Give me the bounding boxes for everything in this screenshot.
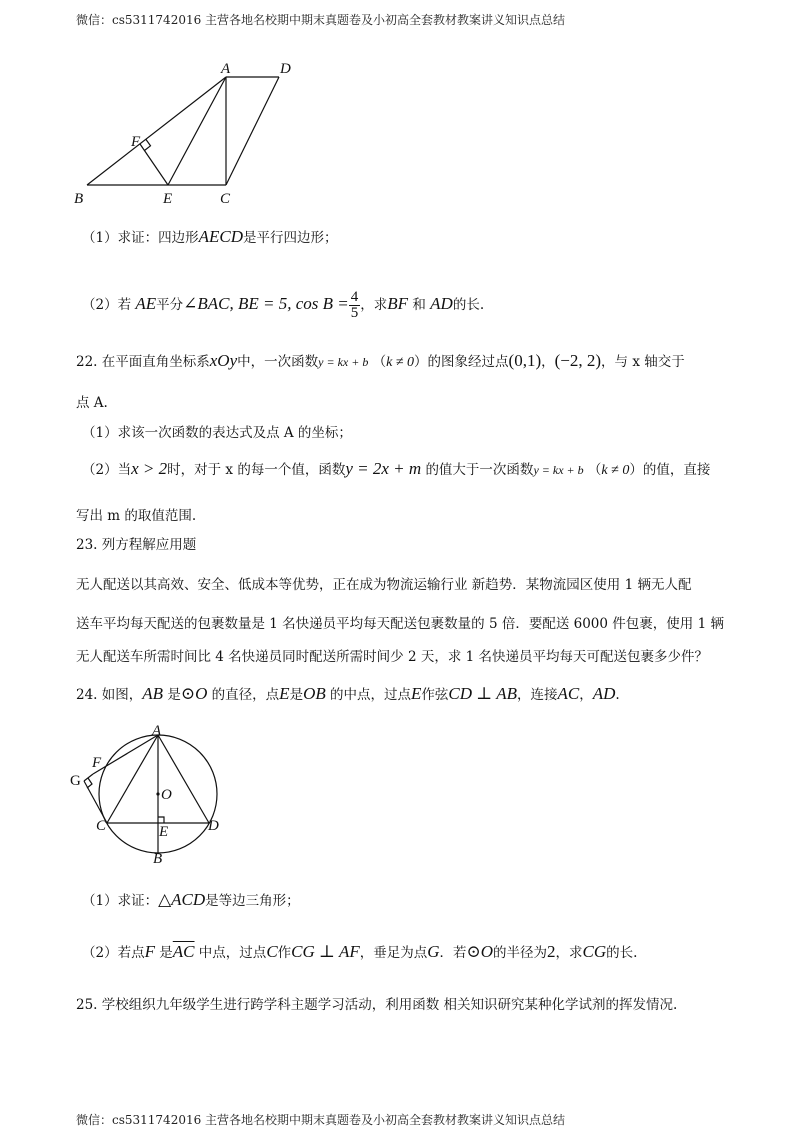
label-O: O bbox=[161, 787, 172, 803]
fraction-4-5: $\frac{4}{5}$ bbox=[350, 289, 359, 321]
label-F: F bbox=[92, 755, 102, 771]
label-B: B bbox=[153, 851, 163, 867]
label-C: C bbox=[220, 191, 231, 207]
label-G: G bbox=[70, 773, 81, 789]
q22-line2: 点 A. bbox=[76, 395, 108, 411]
q24-part2: （2）若点F 是$\overline{AC}$ 中点，过点C作CG ⊥ AF，垂足为点G．若⊙O的半径为2，求CG的长. bbox=[82, 942, 638, 961]
q24-line1: 24. 如图，AB 是⊙O 的直径，点E是OB 的中点，过点E作弦CD ⊥ AB，连接AC，AD. bbox=[76, 684, 620, 703]
figure-circle bbox=[66, 722, 226, 867]
label-A: A bbox=[221, 61, 231, 77]
q23-line3: 无人配送车所需时间比 4 名快递员同时配送所需时间少 2 天，求 1 名快递员平均每天可配送包裹多少件？ bbox=[76, 649, 709, 665]
q22-line1: 22. 在平面直角坐标系xOy中，一次函数y = kx + b （k ≠ 0）的图象经过点(0,1)，(−2, 2)，与 x 轴交于 bbox=[76, 351, 685, 370]
q22-part1: （1）求该一次函数的表达式及点 A 的坐标； bbox=[82, 425, 352, 441]
page-footer: 微信：cs5311742016 主营各地名校期中期末真题卷及小初高全套教材教案讲义知识点总结 bbox=[76, 1113, 566, 1127]
q22-part2: （2）当x > 2时，对于 x 的每一个值，函数y = 2x + m 的值大于一次函数y = kx + b （k ≠ 0）的值，直接 bbox=[82, 459, 711, 478]
label-D: D bbox=[280, 61, 291, 77]
label-E: E bbox=[163, 191, 173, 207]
q23-line2: 送车平均每天配送的包裹数量是 1 名快递员平均每天配送包裹数量的 5 倍．要配送 6000 件包裹，使用 1 辆 bbox=[76, 616, 724, 632]
label-B: B bbox=[74, 191, 84, 207]
q23-line1: 无人配送以其高效、安全、低成本等优势，正在成为物流运输行业 新趋势．某物流园区使用 1 辆无人配 bbox=[76, 577, 692, 593]
q21-part2: （2）若 AE平分∠BAC, BE = 5, cos B = $\frac{4}{5}$ ，求BF 和 AD的长. bbox=[82, 289, 485, 321]
label-D: D bbox=[208, 818, 219, 834]
q23-title: 23. 列方程解应用题 bbox=[76, 537, 197, 553]
page-header: 微信：cs5311742016 主营各地名校期中期末真题卷及小初高全套教材教案讲义知识点总结 bbox=[76, 13, 566, 27]
q24-part1: （1）求证：△ACD是等边三角形； bbox=[82, 890, 300, 909]
label-A: A bbox=[152, 723, 162, 739]
label-E: E bbox=[159, 824, 169, 840]
q25-line1: 25. 学校组织九年级学生进行跨学科主题学习活动，利用函数 相关知识研究某种化学试剂的挥发情况. bbox=[76, 997, 678, 1013]
figure-parallelogram bbox=[70, 58, 320, 208]
q22-line5: 写出 m 的取值范围. bbox=[76, 508, 197, 524]
label-C: C bbox=[96, 818, 107, 834]
label-F: F bbox=[131, 134, 141, 150]
q21-part1: （1）求证：四边形AECD是平行四边形； bbox=[82, 227, 338, 246]
